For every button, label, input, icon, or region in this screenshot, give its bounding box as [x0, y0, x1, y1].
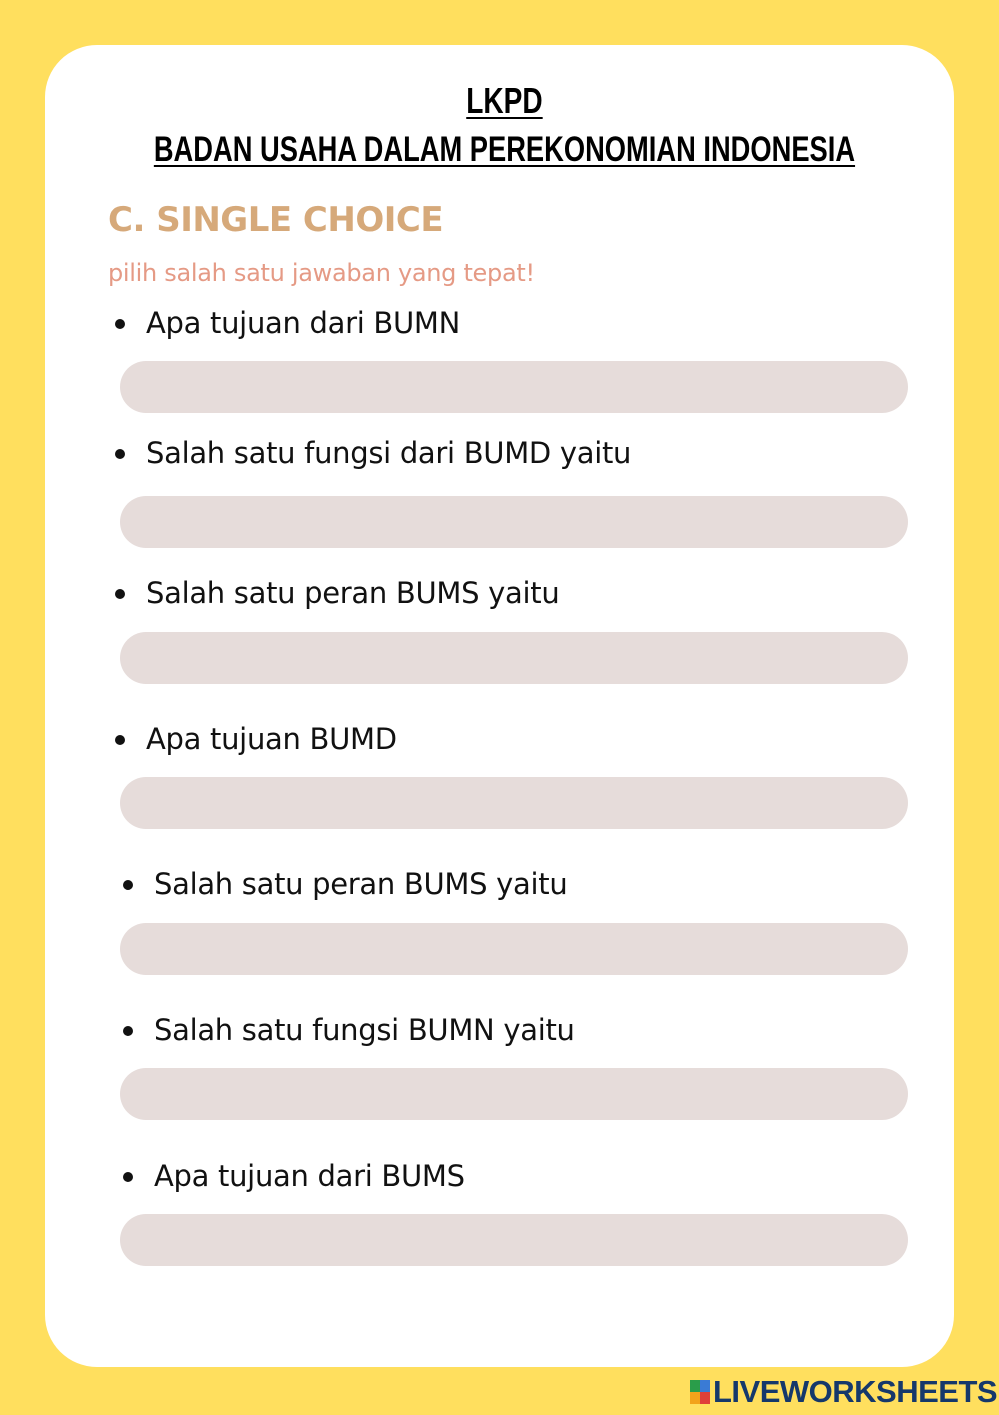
answer-field-1[interactable]	[120, 361, 908, 413]
bullet-icon	[123, 880, 133, 890]
answer-field-4[interactable]	[120, 777, 908, 829]
worksheet-title: LKPD	[466, 80, 543, 121]
liveworksheets-brand	[690, 1374, 997, 1410]
answer-field-5[interactable]	[120, 923, 908, 975]
brand-name: LIVEWORKSHEETS	[713, 1374, 998, 1409]
question-4-text: Apa tujuan BUMD	[146, 722, 397, 756]
question-5-text: Salah satu peran BUMS yaitu	[154, 867, 568, 901]
answer-field-2[interactable]	[120, 496, 908, 548]
section-heading: C. SINGLE CHOICE	[108, 200, 444, 240]
question-2-text: Salah satu fungsi dari BUMD yaitu	[146, 436, 632, 470]
instruction-text: pilih salah satu jawaban yang tepat!	[108, 259, 535, 287]
bullet-icon	[123, 1026, 133, 1036]
answer-field-3[interactable]	[120, 632, 908, 684]
liveworksheets-logo-icon	[690, 1380, 710, 1404]
question-3-text: Salah satu peran BUMS yaitu	[146, 576, 560, 610]
question-1-text: Apa tujuan dari BUMN	[146, 306, 461, 340]
bullet-icon	[123, 1172, 133, 1182]
question-7-text: Apa tujuan dari BUMS	[154, 1159, 465, 1193]
question-6-text: Salah satu fungsi BUMN yaitu	[154, 1013, 575, 1047]
bullet-icon	[115, 319, 125, 329]
bullet-icon	[115, 449, 125, 459]
bullet-icon	[115, 589, 125, 599]
answer-field-6[interactable]	[120, 1068, 908, 1120]
answer-field-7[interactable]	[120, 1214, 908, 1266]
bullet-icon	[115, 735, 125, 745]
worksheet-subtitle: BADAN USAHA DALAM PEREKONOMIAN INDONESIA	[153, 130, 856, 169]
